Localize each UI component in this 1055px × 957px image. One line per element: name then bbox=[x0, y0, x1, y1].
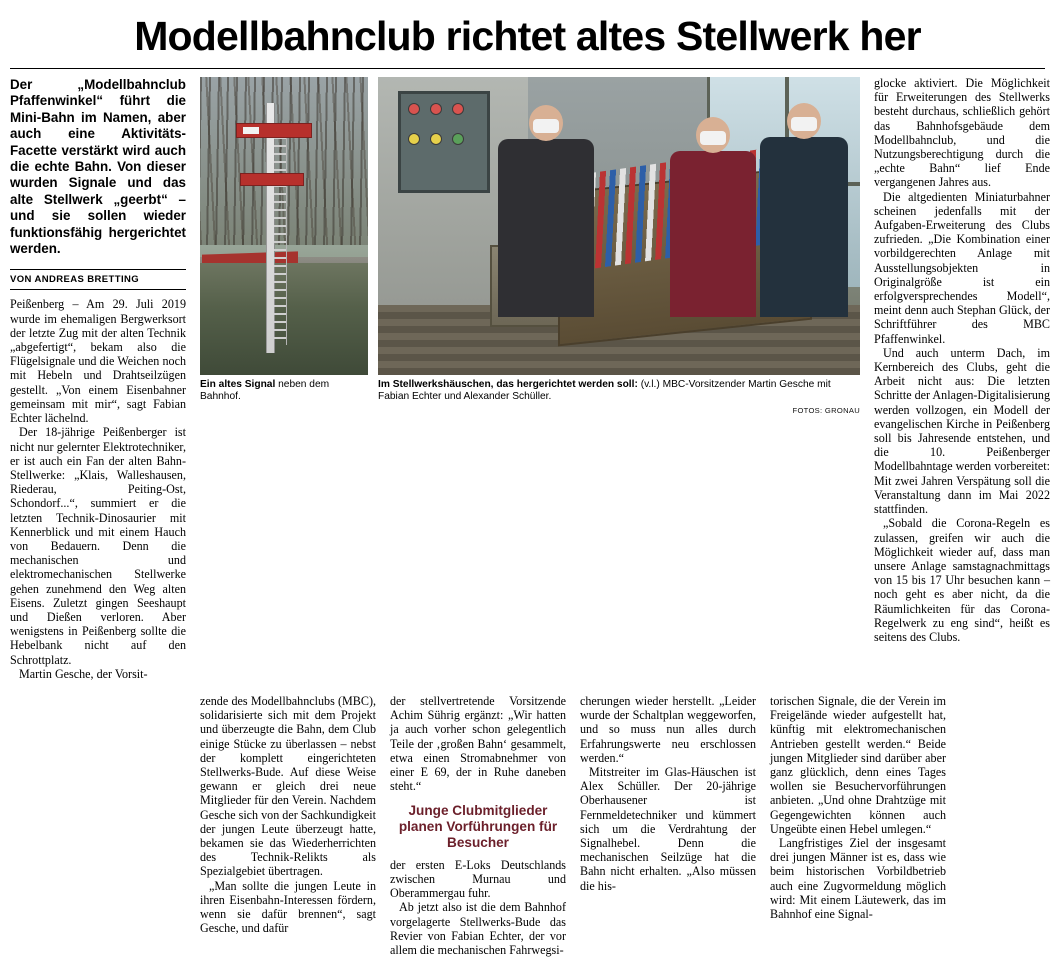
paragraph: Martin Gesche, der Vorsit- bbox=[19, 666, 148, 681]
control-panel bbox=[398, 91, 490, 193]
column-1-text bbox=[10, 297, 186, 680]
column-3-text bbox=[390, 694, 566, 793]
caption-lead-in: Ein altes Signal bbox=[200, 379, 276, 390]
stellwerk-photo-caption bbox=[378, 379, 860, 404]
paragraph: cherungen wieder herstellt. „Leider wurde der Schaltplan weggeworfen, und so muss nun alles durch Erfahrungswerte neu erschlossen werden.“ bbox=[580, 693, 756, 765]
paragraph: Peißenberg – Am 29. Juli 2019 wurde im ehemaligen Bergwerksort der letzte Zug mit der alten Technik „abgefertigt“, bekam also die Flügelsignale und die Weichen noch mit Hebeln und Drahtseilzügen gestellt. „Von einem Eisenbahner gemeinsam mit mir“, sagt Fabian Echter lächelnd. bbox=[10, 297, 186, 426]
lower-spacer-right bbox=[960, 687, 1055, 957]
page-title: Modellbahnclub richtet altes Stellwerk her bbox=[134, 13, 921, 59]
column-right bbox=[874, 69, 1050, 681]
stellwerk-photo-image bbox=[378, 77, 860, 375]
byline: VON ANDREAS BRETTING bbox=[10, 269, 186, 290]
paragraph: Und auch unterm Dach, im Kernbereich des Clubs, geht die Arbeit nicht aus: Die letzten Schritte der Anlagen-Digitalisierung werden vollzogen, ein Modell der evangelischen Kirche in Peißenberg soll bis Jahresende entstehen, und die 10. Peißenberger Modellbahntage werden vorbereitet: Mit zwei Jahren Verspätung soll die Veranstaltung dann im Mai 2022 stattfinden. bbox=[874, 345, 1050, 517]
person-middle bbox=[670, 151, 756, 317]
paragraph: torischen Signale, die der Verein im Freigelände wieder aufgestellt hat, künftig mit elektromechanischen Antrieben gestellt werden.“ Beide jungen Mitglieder sind darüber aber ganz glücklich, denn eines Tages wollen sie Besuchervorführungen anbieten. „Und ohne Drahtzüge mit Gegengewichten können auch Ungeübte einen Hebel umlegen.“ bbox=[770, 693, 946, 836]
column-3 bbox=[390, 687, 566, 957]
person-left bbox=[498, 139, 594, 317]
lower-content bbox=[0, 687, 1055, 957]
photo-stellwerk bbox=[378, 77, 860, 415]
column-3-text-b bbox=[390, 858, 566, 957]
photo-block bbox=[200, 69, 860, 681]
paragraph: der stellvertretende Vorsitzende Achim Sührig ergänzt: „Wir hatten ja auch vorher schon gelegentlich Teile der ‚großen Bahn‘ gesammelt, etwa einen Stromabnehmer von einer E 69, der in Ruhe daneben steht.“ bbox=[390, 693, 566, 794]
paragraph: Langfristiges Ziel der insgesamt drei jungen Männer ist es, dass wie beim historischen Vorbildbetrieb auch eine Zugvormeldung möglich wird: Mit einem Läutewerk, das im Bahnhof eine Signal- bbox=[770, 835, 946, 921]
paragraph: glocke aktiviert. Die Möglichkeit für Erweiterungen des Stellwerks besteht durchaus, schließlich gehört das Bahnhofsgebäude dem Modellbahnclub, und die Nutzungsberechtigung durch die „echte Bahn“ lief Ende vergangenen Jahres aus. bbox=[874, 76, 1050, 190]
paragraph: „Sobald die Corona-Regeln es zulassen, greifen wir auch die Möglichkeit wieder auf, dass man unsere Anlage samstagnachmittags von 15 bis 17 Uhr besuchen kann – noch geht es aber nicht, da die Räumlichkeiten für das Corona-Regelwerk zu eng sind“, heißt es seitens des Clubs. bbox=[874, 516, 1050, 644]
paragraph: zende des Modellbahnclubs (MBC), solidarisierte sich mit dem Projekt und überzeugte die Bahn, dem Club einige Stücke zu überlassen – nebst der komplett eingerichteten Stellwerks-Bude. Auf diese Weise gewann er gleich drei neue Mitglieder für den Verein. Nachdem Gesche sich von der Sachkundigkeit der jungen Leute überzeugt hatte, bekamen sie das Wiederherrichten des Technik-Relikts als Spezialgebiet übertragen. bbox=[200, 693, 376, 879]
paragraph: Mitstreiter im Glas-Häuschen ist Alex Schüller. Der 20-jährige Oberhausener ist Fernmeldetechniker und kümmert sich um die Verdrahtung der Signalhebel. Denn die mechanischen Seilzüge hat die Bahn nicht erhalten. „Also müssen die his- bbox=[580, 764, 756, 893]
newspaper-page bbox=[0, 13, 1055, 957]
column-6-text bbox=[874, 76, 1050, 644]
photo-credit: FOTOS: GRONAU bbox=[792, 405, 860, 415]
column-2-text bbox=[200, 694, 376, 935]
signal-photo-image bbox=[200, 77, 368, 375]
caption-rest: (v.l.) MBC-Vorsitzender Martin Gesche mit Fabian Echter und Alexander Schüller. bbox=[378, 379, 831, 403]
column-5 bbox=[770, 687, 946, 957]
caption-lead-in: Im Stellwerkshäuschen, das hergerichtet werden soll: bbox=[378, 379, 638, 390]
photo-row bbox=[200, 77, 860, 415]
column-left bbox=[10, 69, 186, 681]
column-5-text bbox=[770, 694, 946, 921]
paragraph: Die altgedienten Miniaturbahner scheinen jedenfalls mit der Aufgaben-Erweiterung des Clubs zufrieden. „Die Kombination einer vorbildgerechten Anlage mit Ausstellungsobjekten in Originalgröße ist ein erfolgversprechendes Modell“, meint denn auch Stephan Glück, der Schriftführer des MBC Pfaffenwinkel. bbox=[874, 189, 1050, 346]
column-4-text bbox=[580, 694, 756, 893]
paragraph: „Man sollte die jungen Leute in ihren Eisenbahn-Interessen fördern, wenn sie dafür brennen“, sagt Gesche, und dafür bbox=[200, 878, 376, 936]
paragraph: der ersten E-Loks Deutschlands zwischen Murnau und Oberammergau fuhr. bbox=[390, 857, 566, 901]
lower-spacer bbox=[10, 687, 186, 957]
column-4 bbox=[580, 687, 756, 957]
caption-rest: neben dem Bahnhof. bbox=[200, 379, 330, 403]
lead-paragraph: Der „Modellbahnclub Pfaffenwinkel“ führt die Mini-Bahn im Namen, aber auch eine Aktivitäts-Facette verstärkt wird auch die echte Bahn. Von dieser wurden Signale und das alte Stellwerk „geerbt“ – und sie sollen wieder funktionsfähig hergerichtet werden. bbox=[10, 77, 186, 257]
upper-content bbox=[0, 69, 1055, 681]
photo-signal bbox=[200, 77, 368, 415]
sub-headline: Junge Clubmitglieder planen Vorführungen für Besucher bbox=[398, 803, 558, 850]
person-right bbox=[760, 137, 848, 317]
paragraph: Ab jetzt also ist die dem Bahnhof vorgelagerte Stellwerks-Bude das Revier von Fabian Echter, der vor allem die mechanischen Fahrwegsi- bbox=[390, 900, 566, 957]
signal-photo-caption bbox=[200, 379, 368, 404]
column-2 bbox=[200, 687, 376, 957]
paragraph: Der 18-jährige Peißenberger ist nicht nur gelernter Elektrotechniker, er ist auch ein Fan der alten Bahn-Stellwerke: „Klais, Walleshausen, Riederau, Peiting-Ost, Schondorf...“, summiert er die letzten Technik-Dinosaurier mit Kennerblick und mit einem Hauch von Bedauern. Denn die mechanischen und elektromechanischen Stellwerke gehen zunehmend den Weg alten Eisens. Zuletzt gingen Seeshaupt und Dießen verloren. Aber wenigstens in Peißenberg sollte die Hebelbank nicht auf den Schrottplatz. bbox=[10, 425, 186, 667]
